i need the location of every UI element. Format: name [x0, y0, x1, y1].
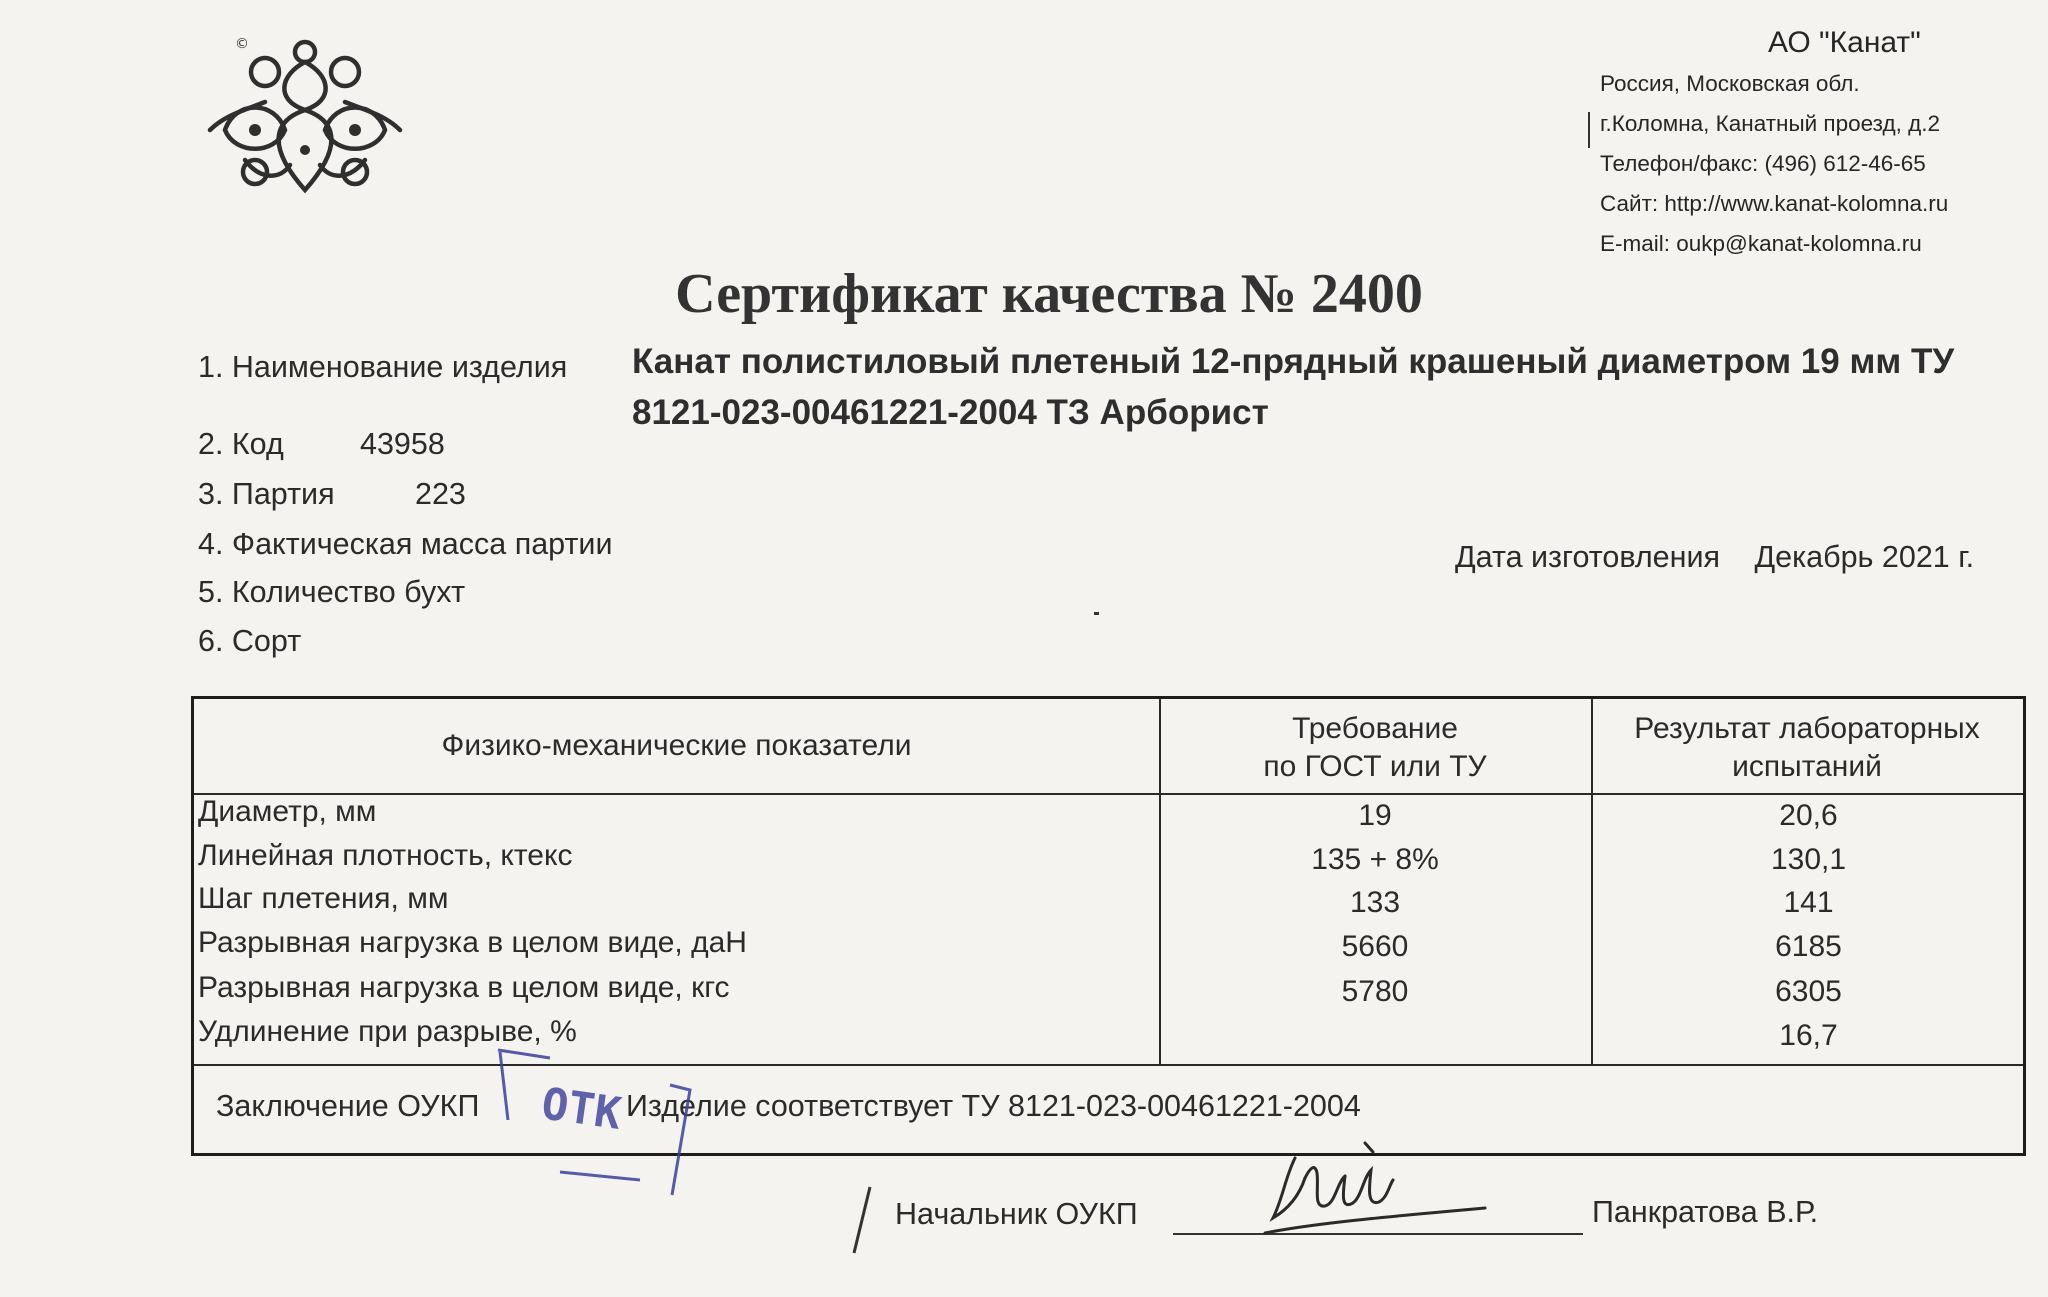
- row-requirement: 135 + 8%: [1311, 843, 1439, 876]
- row-requirement: 19: [1358, 799, 1392, 832]
- conclusion-divider: [194, 1064, 2023, 1066]
- code-value: 43958: [360, 427, 445, 461]
- company-address-1: Россия, Московская обл.: [1600, 71, 1860, 96]
- batch-field: [198, 477, 466, 512]
- speck: [1094, 612, 1099, 615]
- properties-table: [191, 696, 2026, 1156]
- knot-logo-icon: [205, 30, 405, 200]
- row-result: 20,6: [1779, 799, 1838, 832]
- signature-position: Начальник ОУКП: [895, 1197, 1138, 1231]
- product-name: Канат полистиловый плетеный 12-прядный крашеный диаметром 19 мм ТУ 8121-023-00461221-2004 ТЗ Арборист: [632, 342, 1955, 432]
- table-row: [194, 839, 2023, 884]
- margin-mark: [1588, 112, 1590, 148]
- handwritten-signature: [1255, 1138, 1495, 1248]
- header-result-line2: испытаний: [1732, 750, 1882, 783]
- row-property: Линейная плотность, ктекс: [198, 839, 573, 872]
- header-requirement-line2: по ГОСТ или ТУ: [1263, 750, 1487, 783]
- conclusion-label: Заключение ОУКП: [216, 1089, 480, 1123]
- header-result: [1591, 710, 2023, 786]
- table-row: [194, 926, 2023, 971]
- company-phone: Телефон/факс: (496) 612-46-65: [1600, 151, 1926, 176]
- stamp-text: ОТК: [538, 1078, 625, 1140]
- row-result: 141: [1783, 886, 1834, 919]
- certificate-title: Сертификат качества № 2400: [675, 263, 1423, 325]
- row-result: 16,7: [1779, 1019, 1838, 1052]
- header-result-line1: Результат лабораторных: [1634, 712, 1980, 745]
- mass-label: 4. Фактическая масса партии: [198, 527, 613, 561]
- table-row: [194, 882, 2023, 927]
- row-property: Удлинение при разрыве, %: [198, 1015, 577, 1048]
- company-name: АО "Канат": [1768, 26, 1921, 59]
- manufacture-date: [1455, 540, 1974, 575]
- table-row: [194, 971, 2023, 1016]
- company-address-2: г.Коломна, Канатный проезд, д.2: [1600, 111, 1941, 136]
- company-info: [1600, 22, 1948, 264]
- row-requirement: 5660: [1341, 930, 1409, 963]
- code-field: [198, 427, 445, 462]
- pen-mark: [848, 1185, 878, 1255]
- grade-label: 6. Сорт: [198, 624, 302, 658]
- product-label: 1. Наименование изделия: [198, 350, 568, 384]
- company-site: Сайт: http://www.kanat-kolomna.ru: [1600, 191, 1949, 216]
- row-result: 130,1: [1770, 843, 1847, 876]
- row-result: 6185: [1775, 930, 1842, 963]
- company-email: E-mail: oukp@kanat-kolomna.ru: [1600, 231, 1922, 256]
- copyright-mark: ©: [235, 36, 249, 52]
- batch-label: 3. Партия: [198, 477, 335, 511]
- row-requirement: 5780: [1341, 975, 1409, 1008]
- signer-name: Панкратова В.Р.: [1592, 1195, 1819, 1229]
- row-result: 6305: [1775, 975, 1842, 1008]
- coils-label: 5. Количество бухт: [198, 575, 466, 609]
- row-property: Шаг плетения, мм: [198, 882, 449, 915]
- table-row: [194, 795, 2023, 840]
- header-requirement-line1: Требование: [1292, 712, 1458, 745]
- otk-stamp: [490, 1030, 720, 1210]
- date-label: Дата изготовления: [1455, 540, 1721, 574]
- header-properties: Физико-механические показатели: [441, 729, 912, 762]
- date-value: Декабрь 2021 г.: [1754, 540, 1975, 574]
- table-row: [194, 1015, 2023, 1060]
- conclusion-text: Изделие соответствует ТУ 8121-023-00461221-2004: [626, 1089, 1361, 1123]
- code-label: 2. Код: [198, 427, 284, 461]
- row-property: Разрывная нагрузка в целом виде, кгс: [198, 971, 730, 1004]
- row-property: Диаметр, мм: [198, 795, 377, 828]
- row-property: Разрывная нагрузка в целом виде, даН: [198, 926, 747, 959]
- row-requirement: 133: [1349, 886, 1401, 919]
- header-requirement: [1159, 710, 1591, 786]
- batch-value: 223: [415, 477, 466, 511]
